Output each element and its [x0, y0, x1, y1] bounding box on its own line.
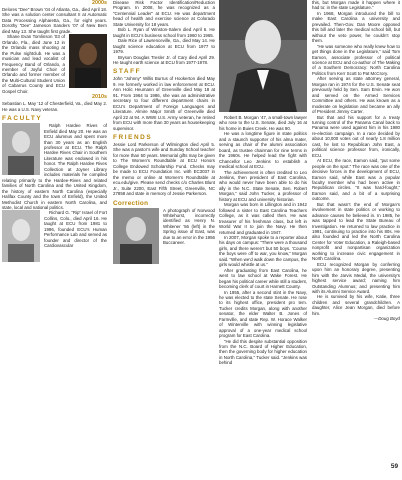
obit-robert-p14: At ECU, the race, Eamon said, “put some people on the spot.” The race was one of the decisive forces in the development of ECU, Eamon said, while East was a popular faculty member who had been active in Republican circles. “It was hard-fought,” Eamon said, and a bit of a surprising outcome.: [312, 158, 400, 202]
obit-jessie: Jessie Lord Parkerson of Wilmington died April 5. She was a pastor’s wife and Sunday School teacher for more than 50 years. Memorial gifts may be given to The Women’s Roundtable at ECU Honors College Endowed Scholarship Fund. Checks may be made to ECU Foundation Inc. with EC3037 in the memo or online at Women’s Roundtable at ecu.edu/give. Please send checks c/o Charles Blunt Jr., Suite 2200, East Fifth Street, Greenville, NC 27858 and state in memory of Jessie Parkerson.: [113, 141, 215, 197]
person-photo-richard: [2, 210, 40, 262]
person-photo-norwood: [113, 208, 159, 264]
obit-robert-p10: In 1968, Morgan introduced the bill to make East Carolina a university and prevailed. Then-Gov. Dan Moore opposed this bill and later the medical school bill, but without the veto power, he couldn’t stop them.: [312, 10, 400, 44]
obit-robert-p16: ECU recognized Morgan by conferring upon him an honorary degree, presenting him with the Jarvis Medal, the university’s highest service award; naming him Outstanding Alumnus; and presenting him with its Alumni Service Award.: [312, 261, 400, 295]
column-4: [312, 0, 400, 322]
obit-robert-p11: “He was someone who really knew how to get things done in the Legislature,” said Tom Eamon, associate professor of political science at ECU and co-author of The Making of a Southern Democracy: North Carolina Politics from Kerr Scott to Pat McCrory.: [312, 43, 400, 76]
column-1: [2, 0, 107, 263]
column-2: [113, 0, 215, 265]
obit-robert-p6: After graduating from East Carolina, he went to law school at Wake Forest. He began his political career while still a student, becoming clerk of court in Harnett County.: [219, 267, 307, 290]
obit-robert-p12: After serving as state attorney general, Morgan ran in 1974 for the U.S. Senate seat previously held by Sen. Sam Ervin. He won and served on the Armed Services Committee and others. He was known as a moderate on legislation and became an ally of President Jimmy Carter.: [312, 76, 400, 115]
faculty-heading: FACULTY: [2, 115, 43, 123]
obit-delores: Delores “Dee” Brown ’04 of Atlanta, Ga., died April 18. She was a solution center consultant II at Automatic Data Processing Alpharetta, Ga., for eight years. Dorothy “Dee” Jameson Sanders ’07 of New Bern died May 13. She taught first grade.: [2, 7, 107, 34]
obit-robert-p4: Morgan was born in Lillington and in 1942 followed a sister to East Carolina Teachers College, as it was called then. He was treasurer of his freshman class, but left in World War II to join the Navy. He then returned and graduated in 1947.: [219, 202, 307, 235]
decade-heading-2000s: 2000s: [92, 0, 107, 6]
obit-robert-p13: But that and his support for a treaty turning control of the Panama Canal back to Panama were used against him in his 1980 re-election campaign. In a race decided by about 10,000 votes out of nearly 1.8 million cast, he lost to Republican John East, a political science professor from, ironically, ECU.: [312, 114, 400, 158]
correction-heading: Correction: [113, 199, 149, 207]
friends-heading: FRIENDS: [113, 133, 153, 141]
obit-robert-p17: He is survived by his wife, Katie, three children and several grandchildren. A daughter, Alice Jean Morgan, died before him.: [312, 294, 400, 316]
obit-robert-lead: Robert B. Morgan ’47, a small-town lawyer who rose to the U.S. Senate, died July 16 at his home in Buies Creek. He was 90.: [219, 115, 307, 131]
person-photo-shane: [69, 34, 107, 88]
obit-richard-cont: Disease Risk Factor Identification/Reduction Program. In 2008, he was recognized as a “Centennial Leader” at ECU. He was department head of health and exercise science at Colorado State University for 18 years.: [113, 0, 215, 27]
obit-robert-p9: this, but Morgan made it happen where it had to: in the state Legislature.”: [312, 0, 400, 11]
page-number: 59: [390, 463, 398, 470]
obit-robert-p3: The achievement is often credited to Leo Jenkins, then president of East Carolina, who would never have been able to do his ally in the N.C. State Senate, Sen. Robert Morgan,” said John Tucker, a professor of history at ECU and university historian.: [219, 169, 307, 202]
correction-note: A photograph of Norwood Whitehurst, incorrectly identified as Henry N. Whitener ’56 (left) in the Spring issue of East, was due to an error in the 1956 Buccaneer.: [163, 207, 215, 246]
obit-shane: Shane Evan Tomlinson ’03 of Orlando, Fla., died June 12 in the Orlando mass shooting at the Pulse nightclub. He was a musician and lead vocalist of Frequency Band of Orlando, a member of Joyful Choir of Orlando and former member of the Multi-Cultural Student Union of Cabarrus County and ECU Gospel Choir.: [2, 34, 65, 94]
obit-bryson: Bryson Douglas Tresler Jr. of Cary died April 29. He taught earth science at ECU from 1977-1978.: [113, 54, 215, 65]
obit-sebastian: Sebastian L. May ’12 of Chesterfield, Va., died May 2. He was a U.S. Navy veteran.: [2, 101, 107, 112]
obit-robert-p15: But that wasn’t the end of Morgan’s involvement in state politics or working to advance causes he believed in. In 1985, he was tapped to lead the State Bureau of Investigation. He returned to law practice in 1991, continuing to practice into his 80s. He also founded and led the North Carolina Center for Voter Education, a Raleigh-based nonprofit and nonpartisan organization working to increase civic engagement in North Carolina.: [312, 201, 400, 262]
obit-robert-p8: “He did this despite substantial opposition from the N.C. Board of Higher Education, then the governing body for higher education in North Carolina,” Tucker said. “Jenkins was behind: [219, 338, 307, 366]
obit-bob: Bob L. Ryan of Winston-Salem died April 6. He taught in ECU’s business school from 1960 to 1965.: [113, 27, 215, 38]
person-photo-robert: [219, 0, 307, 112]
obit-ralph: Ralph Hardee Rives of Enfield died May 20. He was an ECU alumnus and spent more than 30 years as an English professor at ECU. The Ralph Hardee Rives Chair in Southern Literature was endowed in his honor. The Ralph Hardee Rives Collection at Joyner Library includes materials he compiled relating primarily to the Hardee-Rives and related families of North Carolina and the United Kingdom, the history of eastern North Carolina (especially Halifax County and the town of Enfield), the United Methodist Church in eastern North Carolina, and state, local and national politics.: [2, 123, 107, 210]
obit-robert-p7: In 1955, after a second stint in the Navy, he was elected to the state Senate. He rose to its highest office, president pro tem. Tucker credits Morgan, along with another senator, the elder Walter B. Jones of Farmville, and state Rep. W. Horace Walker of Winterville with winning legislative approval of a one-year medical school program for East Carolina.: [219, 289, 307, 339]
column-3: [219, 0, 307, 366]
obit-robert-p5: In 2007, Morgan spoke to a reporter about his days on campus: “There were a thousand girls, and there weren’t but 50 boys. ‘Course the boys were off to war, you know,” Morgan said. “When we’d walk down the campus, the girls would whistle at us.”: [219, 234, 307, 268]
author-signature: —Doug Boyd: [373, 316, 400, 322]
obit-dale: Dale Rice of Lawrenceville, Ga., died May 14. He taught science education at ECU from 1977 to 1979.: [113, 38, 215, 55]
obit-richard: Richard G. “Rip” Israel of Fort Collins, Colo., died April 16. He taught at ECU from 1981 to 1996, founded ECU’s Human Performance Lab and served as founder and director of the Cardiovascular: [44, 210, 107, 249]
person-photo-ralph: [2, 123, 40, 175]
obit-robert-p2: He was a longtime figure in state politics and a staunch supporter of his alma mater, serving as chair of the alumni association board, as trustee chairman for nine terms in the 1960s. He helped lead the fight with Chancellor Leo Jenkins to establish a medical school at ECU.: [219, 131, 307, 170]
staff-heading: STAFF: [113, 68, 142, 76]
decade-heading-2010s: 2010s: [92, 94, 107, 101]
obit-staff: John “Johnny” Willis Burrus of Hookerton died May 9. He formerly worked in law enforcement at ECU. Ann Holic Heumann of Greenville died May 18 at 91. From 1964 to 1986, she was an administrative secretary to four different department chairs in ECU’s Department of Foreign Languages and Literature. Almire Major Smith of Greenville died April 22 at 94. A WWII U.S. Army veteran, he retired from ECU with more than 30 years as housekeeping supervisor.: [113, 76, 215, 131]
